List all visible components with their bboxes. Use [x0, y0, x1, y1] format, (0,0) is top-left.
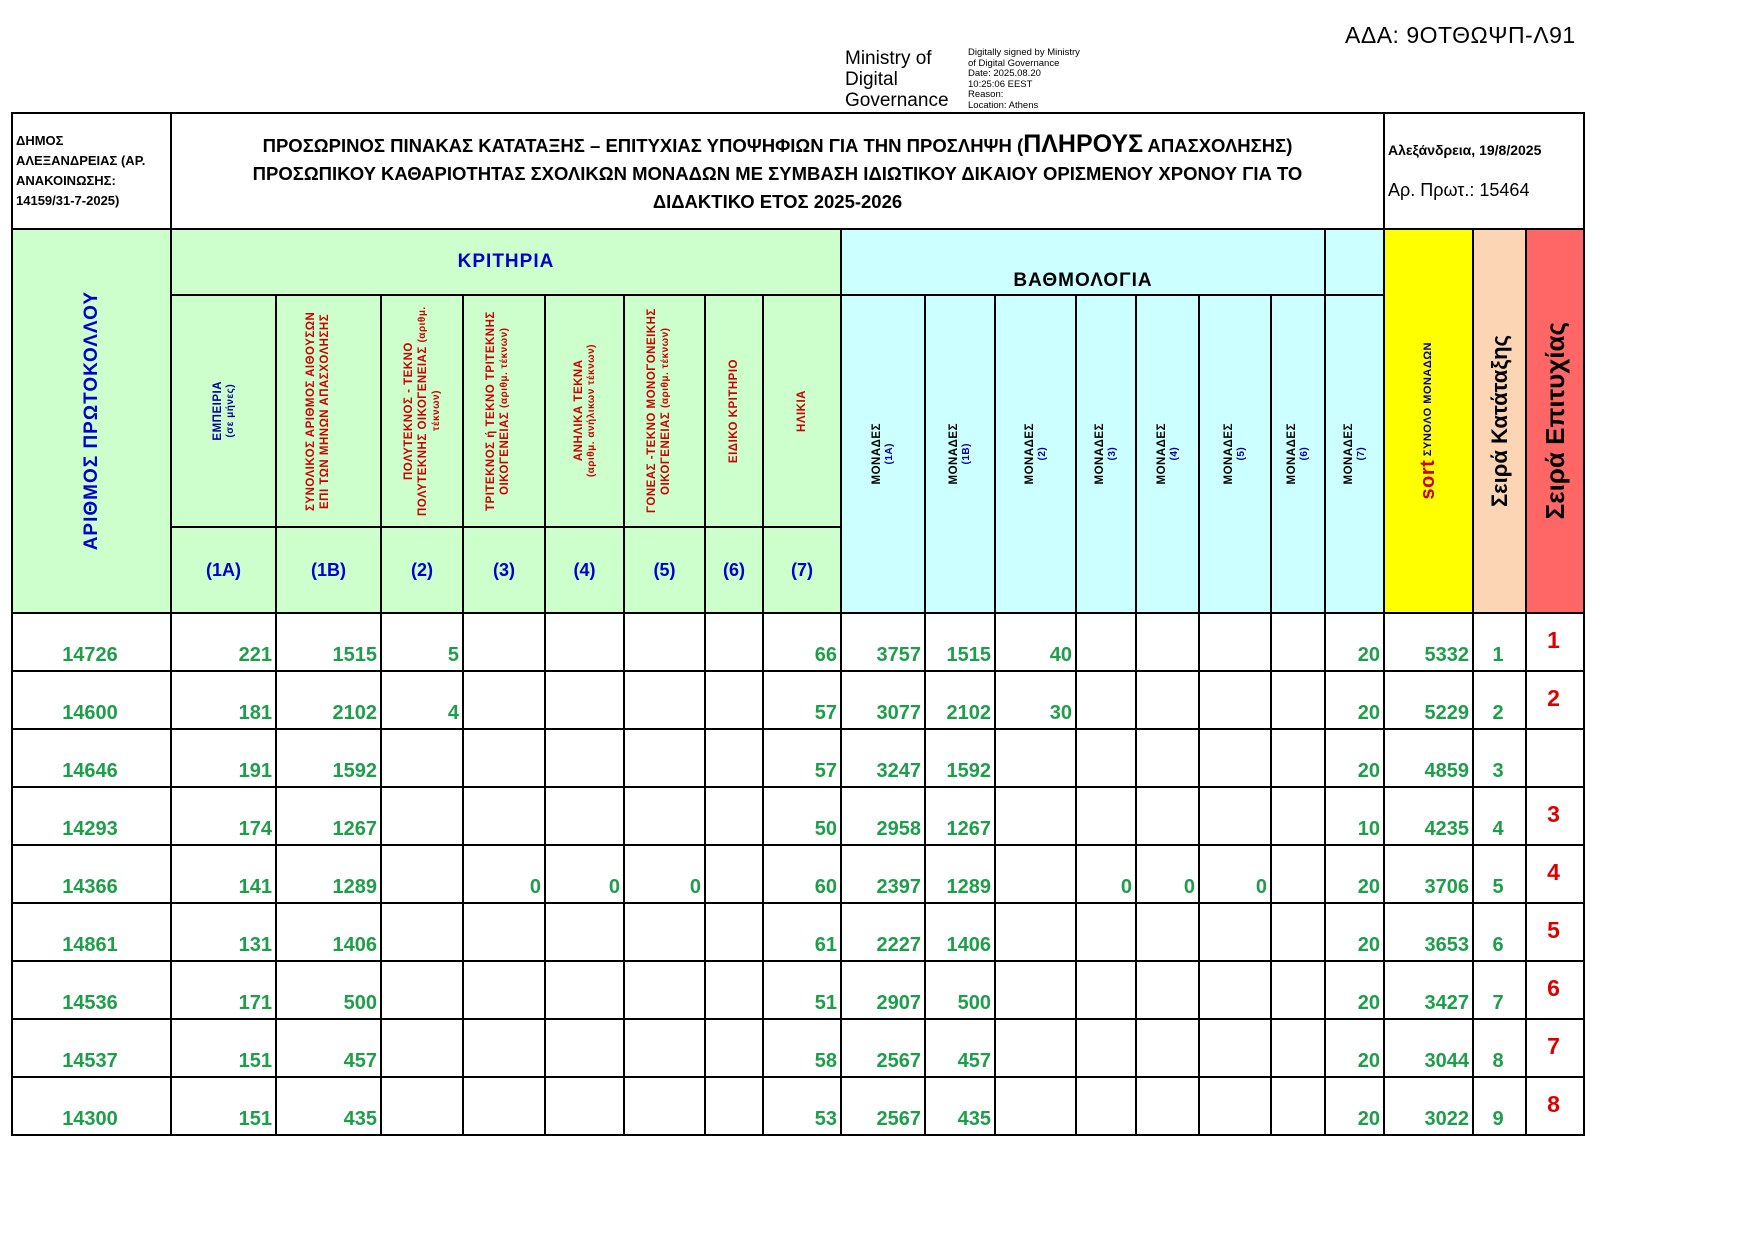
header-points-7 [1325, 295, 1384, 613]
points-1a-cell: 2958 [841, 787, 925, 845]
points-3-cell [1076, 903, 1136, 961]
header-points-1a [841, 295, 925, 613]
criterion-sub: (αριθμ. ανήλικων τέκνων) [585, 344, 597, 478]
rank-cell: 8 [1473, 1019, 1526, 1077]
ada-code: ΑΔΑ: 9ΟΤΘΩΨΠ-Λ91 [1345, 22, 1576, 48]
protocol-cell: 14366 [12, 845, 171, 903]
criterion-label: ΣΥΝΟΛΙΚΟΣ ΑΡΙΘΜΟΣ ΑΙΘΟΥΣΩΝ ΕΠΙ ΤΩΝ ΜΗΝΩΝ ΑΠΑΣΧΟΛΗΣΗΣ [304, 311, 331, 511]
minor-children-cell [545, 787, 624, 845]
points-1b-cell: 1267 [925, 787, 995, 845]
special-cell [705, 1019, 763, 1077]
criterion-sub: (σε μήνες) [224, 384, 236, 438]
age-cell: 66 [763, 613, 841, 671]
success-cell: 5 [1526, 903, 1584, 961]
experience-cell: 171 [171, 961, 276, 1019]
criterion-label: ΑΝΗΛΙΚΑ ΤΕΚΝΑ [572, 360, 585, 462]
age-cell: 61 [763, 903, 841, 961]
signature-info-line: 10:25:06 EEST [968, 78, 1033, 90]
header-points-5 [1199, 295, 1271, 613]
experience-cell: 174 [171, 787, 276, 845]
points-2-cell [995, 1077, 1076, 1135]
points-1a-cell: 3247 [841, 729, 925, 787]
age-cell: 57 [763, 729, 841, 787]
protocol-cell: 14646 [12, 729, 171, 787]
points-4-cell [1136, 903, 1199, 961]
rank-cell: 6 [1473, 903, 1526, 961]
points-4-cell [1136, 613, 1199, 671]
protocol-cell: 14536 [12, 961, 171, 1019]
age-cell: 57 [763, 671, 841, 729]
points-1a-cell: 2907 [841, 961, 925, 1019]
total-cell: 3022 [1384, 1077, 1473, 1135]
score-group-extra [1325, 229, 1384, 295]
single-parent-cell [624, 787, 705, 845]
rank-label: Σειρά Κατάταξης [1486, 334, 1512, 508]
three-children-cell [463, 729, 545, 787]
three-children-cell [463, 613, 545, 671]
points-3-cell [1076, 1019, 1136, 1077]
three-children-cell: 0 [463, 845, 545, 903]
success-cell: 1 [1526, 613, 1584, 671]
municipality-line: ΔΗΜΟΣ [16, 133, 64, 148]
experience-cell: 151 [171, 1019, 276, 1077]
score-sub: (4) [1168, 447, 1180, 461]
score-label: ΜΟΝΑΔΕΣ [1023, 423, 1036, 485]
rooms-cell: 1515 [276, 613, 381, 671]
column-header-row [12, 295, 1584, 527]
score-label: ΜΟΝΑΔΕΣ [871, 423, 883, 485]
score-label: ΜΟΝΑΔΕΣ [1223, 423, 1235, 485]
single-parent-cell: 0 [624, 845, 705, 903]
rank-cell: 1 [1473, 613, 1526, 671]
points-5-cell [1199, 787, 1271, 845]
minor-children-cell [545, 1019, 624, 1077]
points-2-cell [995, 845, 1076, 903]
age-cell: 51 [763, 961, 841, 1019]
total-cell: 3706 [1384, 845, 1473, 903]
minor-children-cell [545, 1077, 624, 1135]
single-parent-cell [624, 903, 705, 961]
rank-cell: 4 [1473, 787, 1526, 845]
rooms-cell: 500 [276, 961, 381, 1019]
large-family-cell [381, 961, 463, 1019]
rank-header [1473, 229, 1526, 613]
single-parent-cell [624, 961, 705, 1019]
three-children-cell [463, 903, 545, 961]
special-cell [705, 1077, 763, 1135]
experience-cell: 151 [171, 1077, 276, 1135]
signature-org-line: Digital [845, 69, 898, 90]
points-6-cell [1271, 1077, 1325, 1135]
points-7-cell: 20 [1325, 1019, 1384, 1077]
document-title [171, 113, 1384, 229]
protocol-cell: 14726 [12, 613, 171, 671]
special-cell [705, 729, 763, 787]
points-1b-cell: 500 [925, 961, 995, 1019]
header-three-children [463, 295, 545, 527]
code-4: (4) [545, 527, 624, 613]
minor-children-cell [545, 613, 624, 671]
score-sub: (6) [1299, 447, 1310, 461]
points-1b-cell: 2102 [925, 671, 995, 729]
age-cell: 53 [763, 1077, 841, 1135]
title-line3: ΔΙΔΑΚΤΙΚΟ ΕΤΟΣ 2025-2026 [652, 191, 903, 212]
points-4-cell [1136, 961, 1199, 1019]
points-6-cell [1271, 671, 1325, 729]
points-3-cell [1076, 613, 1136, 671]
signature-info-line: Digitally signed by Ministry [968, 47, 1080, 58]
header-minor-children [545, 295, 624, 527]
points-5-cell [1199, 1019, 1271, 1077]
points-3-cell [1076, 961, 1136, 1019]
table-row [12, 961, 1584, 1019]
points-1b-cell: 1515 [925, 613, 995, 671]
criterion-sub: (αριθμ. τέκνων) [417, 306, 442, 432]
points-5-cell [1199, 613, 1271, 671]
large-family-cell: 4 [381, 671, 463, 729]
points-2-cell [995, 1019, 1076, 1077]
points-5-cell [1199, 671, 1271, 729]
group-header-row [12, 229, 1584, 295]
points-4-cell [1136, 729, 1199, 787]
points-1b-cell: 457 [925, 1019, 995, 1077]
points-7-cell: 10 [1325, 787, 1384, 845]
score-label: ΜΟΝΑΔΕΣ [1286, 423, 1298, 485]
rooms-cell: 1592 [276, 729, 381, 787]
table-row [12, 845, 1584, 903]
criterion-label: ΗΛΙΚΙΑ [796, 390, 808, 432]
table-row [12, 787, 1584, 845]
rank-cell: 2 [1473, 671, 1526, 729]
success-cell: 2 [1526, 671, 1584, 729]
special-cell [705, 787, 763, 845]
code-2: (2) [381, 527, 463, 613]
score-sub: (2) [1036, 447, 1048, 461]
age-cell: 60 [763, 845, 841, 903]
signature-info-line: Location: Athens [968, 99, 1039, 111]
points-2-cell [995, 903, 1076, 961]
protocol-number-header [12, 229, 171, 613]
rank-cell: 7 [1473, 961, 1526, 1019]
three-children-cell [463, 1077, 545, 1135]
header-points-2 [995, 295, 1076, 613]
single-parent-cell [624, 671, 705, 729]
points-5-cell [1199, 1077, 1271, 1135]
table-row [12, 613, 1584, 671]
score-sub: (1Β) [961, 443, 972, 465]
points-5-cell [1199, 903, 1271, 961]
large-family-cell [381, 729, 463, 787]
success-cell: 6 [1526, 961, 1584, 1019]
success-header [1526, 229, 1584, 613]
title-line1-post: ΑΠΑΣΧΟΛΗΣΗΣ) [1143, 135, 1293, 156]
points-1b-cell: 1406 [925, 903, 995, 961]
protocol-cell: 14293 [12, 787, 171, 845]
table-row [12, 671, 1584, 729]
score-group-header: ΒΑΘΜΟΛΟΓΙΑ [841, 229, 1325, 295]
rooms-cell: 2102 [276, 671, 381, 729]
points-4-cell: 0 [1136, 845, 1199, 903]
points-7-cell: 20 [1325, 729, 1384, 787]
table-row [12, 729, 1584, 787]
signature-info-line: Reason: [968, 89, 1004, 100]
title-line2: ΠΡΟΣΩΠΙΚΟΥ ΚΑΘΑΡΙΟΤΗΤΑΣ ΣΧΟΛΙΚΩΝ ΜΟΝΑΔΩΝ ΜΕ ΣΥΜΒΑΣΗ ΙΔΙΩΤΙΚΟΥ ΔΙΚΑΙΟΥ ΟΡΙΣΜΕΝΟΥ ΧΡΟΝΟΥ ΓΙΑ ΤΟ [252, 163, 1303, 184]
single-parent-cell [624, 1019, 705, 1077]
points-3-cell [1076, 671, 1136, 729]
points-6-cell [1271, 845, 1325, 903]
points-1a-cell: 2227 [841, 903, 925, 961]
criterion-sub: (αριθμ. τέκνων) [659, 327, 671, 408]
points-1a-cell: 2397 [841, 845, 925, 903]
single-parent-cell [624, 729, 705, 787]
points-4-cell [1136, 671, 1199, 729]
points-7-cell: 20 [1325, 1077, 1384, 1135]
points-3-cell [1076, 1077, 1136, 1135]
header-experience [171, 295, 276, 527]
header-rooms-months [276, 295, 381, 527]
rank-cell: 9 [1473, 1077, 1526, 1135]
special-cell [705, 845, 763, 903]
signature-org-line: Ministry of [845, 48, 932, 69]
sort-label: sort [1417, 459, 1439, 500]
points-5-cell [1199, 961, 1271, 1019]
table-row [12, 903, 1584, 961]
criteria-group-header: ΚΡΙΤΗΡΙΑ [171, 229, 841, 295]
score-sub: (5) [1236, 447, 1247, 461]
total-score-label: ΣΥΝΟΛΟ ΜΟΝΑΔΩΝ [1422, 342, 1434, 457]
signature-organization [845, 48, 949, 111]
signature-org-line: Governance [845, 90, 949, 111]
total-cell: 3044 [1384, 1019, 1473, 1077]
code-6: (6) [705, 527, 763, 613]
points-1a-cell: 2567 [841, 1019, 925, 1077]
experience-cell: 191 [171, 729, 276, 787]
success-cell: 3 [1526, 787, 1584, 845]
points-6-cell [1271, 729, 1325, 787]
points-1a-cell: 3077 [841, 671, 925, 729]
points-3-cell [1076, 787, 1136, 845]
municipality-line: ΑΛΕΞΑΝΔΡΕΙΑΣ (ΑΡ. [16, 153, 146, 168]
points-6-cell [1271, 613, 1325, 671]
success-cell: 8 [1526, 1077, 1584, 1135]
score-sub: (7) [1355, 447, 1367, 461]
total-cell: 3427 [1384, 961, 1473, 1019]
protocol-cell: 14300 [12, 1077, 171, 1135]
criterion-label: ΕΜΠΕΙΡΙΑ [211, 381, 224, 441]
code-1a: (1Α) [171, 527, 276, 613]
points-2-cell [995, 787, 1076, 845]
points-7-cell: 20 [1325, 671, 1384, 729]
header-age [763, 295, 841, 527]
points-1a-cell: 3757 [841, 613, 925, 671]
header-row [12, 113, 1584, 229]
special-cell [705, 671, 763, 729]
large-family-cell [381, 845, 463, 903]
points-4-cell [1136, 1019, 1199, 1077]
total-cell: 3653 [1384, 903, 1473, 961]
points-7-cell: 20 [1325, 845, 1384, 903]
age-cell: 50 [763, 787, 841, 845]
total-cell: 4859 [1384, 729, 1473, 787]
score-label: ΜΟΝΑΔΕΣ [948, 423, 960, 485]
criterion-label: ΓΟΝΕΑΣ -ΤΕΚΝΟ ΜΟΝΟΓΟΝΕΙΚΗΣ ΟΙΚΟΓΕΝΕΙΑΣ [645, 308, 672, 514]
rank-cell: 3 [1473, 729, 1526, 787]
code-7: (7) [763, 527, 841, 613]
single-parent-cell [624, 613, 705, 671]
candidate-rows [12, 613, 1584, 1135]
table-row [12, 1077, 1584, 1135]
experience-cell: 131 [171, 903, 276, 961]
code-3: (3) [463, 527, 545, 613]
code-1b: (1Β) [276, 527, 381, 613]
single-parent-cell [624, 1077, 705, 1135]
points-2-cell [995, 729, 1076, 787]
points-6-cell [1271, 1019, 1325, 1077]
points-6-cell [1271, 961, 1325, 1019]
rooms-cell: 1267 [276, 787, 381, 845]
points-1a-cell: 2567 [841, 1077, 925, 1135]
criterion-label: ΤΡΙΤΕΚΝΟΣ ή ΤΕΚΝΟ ΤΡΙΤΕΚΝΗΣ ΟΙΚΟΓΕΝΕΙΑΣ [485, 311, 511, 511]
score-sub: (3) [1107, 447, 1118, 461]
signature-info-line: of Digital Governance [968, 57, 1060, 69]
title-line1-big: ΠΛΗΡΟΥΣ [1023, 130, 1144, 158]
municipality-line: 14159/31-7-2025) [16, 193, 120, 208]
protocol-cell: 14861 [12, 903, 171, 961]
points-7-cell: 20 [1325, 613, 1384, 671]
points-3-cell [1076, 729, 1136, 787]
score-label: ΜΟΝΑΔΕΣ [1094, 423, 1106, 485]
points-2-cell [995, 961, 1076, 1019]
minor-children-cell [545, 903, 624, 961]
protocol-cell: 14537 [12, 1019, 171, 1077]
total-score-header [1384, 229, 1473, 613]
criterion-label: ΕΙΔΙΚΟ ΚΡΙΤΗΡΙΟ [728, 358, 740, 464]
total-cell: 4235 [1384, 787, 1473, 845]
minor-children-cell [545, 729, 624, 787]
date-protocol-box [1384, 113, 1584, 229]
points-4-cell [1136, 787, 1199, 845]
score-label: ΜΟΝΑΔΕΣ [1155, 423, 1168, 485]
points-2-cell: 40 [995, 613, 1076, 671]
experience-cell: 141 [171, 845, 276, 903]
special-cell [705, 613, 763, 671]
points-7-cell: 20 [1325, 903, 1384, 961]
title-line1-pre: ΠΡΟΣΩΡΙΝΟΣ ΠΙΝΑΚΑΣ ΚΑΤΑΤΑΞΗΣ – ΕΠΙΤΥΧΙΑΣ ΥΠΟΨΗΦΙΩΝ ΓΙΑ ΤΗΝ ΠΡΟΣΛΗΨΗ ( [262, 135, 1024, 156]
header-points-4 [1136, 295, 1199, 613]
municipality-line: ΑΝΑΚΟΙΝΩΣΗΣ: [16, 173, 116, 188]
age-cell: 58 [763, 1019, 841, 1077]
large-family-cell [381, 1077, 463, 1135]
points-5-cell [1199, 729, 1271, 787]
criterion-label: ΠΟΛΥΤΕΚΝΟΣ - ΤΕΚΝΟ ΠΟΛΥΤΕΚΝΗΣ ΟΙΚΟΓΕΝΕΙΑΣ [403, 342, 429, 516]
header-points-3 [1076, 295, 1136, 613]
rooms-cell: 1406 [276, 903, 381, 961]
points-2-cell: 30 [995, 671, 1076, 729]
score-label: ΜΟΝΑΔΕΣ [1342, 423, 1355, 485]
criterion-sub: (αριθμ. τέκνων) [499, 327, 510, 408]
header-single-parent [624, 295, 705, 527]
rank-cell: 5 [1473, 845, 1526, 903]
signature-details [968, 48, 1080, 111]
points-1b-cell: 1289 [925, 845, 995, 903]
three-children-cell [463, 1019, 545, 1077]
rooms-cell: 457 [276, 1019, 381, 1077]
header-large-family [381, 295, 463, 527]
points-5-cell: 0 [1199, 845, 1271, 903]
special-cell [705, 961, 763, 1019]
points-6-cell [1271, 903, 1325, 961]
minor-children-cell [545, 671, 624, 729]
success-cell: 4 [1526, 845, 1584, 903]
protocol-number-label: ΑΡΙΘΜΟΣ ΠΡΩΤΟΚΟΛΛΟΥ [80, 291, 102, 551]
large-family-cell [381, 903, 463, 961]
points-6-cell [1271, 787, 1325, 845]
header-special-criterion [705, 295, 763, 527]
points-3-cell: 0 [1076, 845, 1136, 903]
three-children-cell [463, 961, 545, 1019]
rooms-cell: 435 [276, 1077, 381, 1135]
document-date: Αλεξάνδρεια, 19/8/2025 [1388, 141, 1542, 158]
experience-cell: 221 [171, 613, 276, 671]
municipality-info [12, 113, 171, 229]
ranking-table [11, 112, 1585, 1136]
large-family-cell [381, 1019, 463, 1077]
three-children-cell [463, 671, 545, 729]
three-children-cell [463, 787, 545, 845]
points-1b-cell: 1592 [925, 729, 995, 787]
large-family-cell [381, 787, 463, 845]
special-cell [705, 903, 763, 961]
header-points-1b [925, 295, 995, 613]
header-points-6 [1271, 295, 1325, 613]
rooms-cell: 1289 [276, 845, 381, 903]
large-family-cell: 5 [381, 613, 463, 671]
total-cell: 5229 [1384, 671, 1473, 729]
code-5: (5) [624, 527, 705, 613]
total-cell: 5332 [1384, 613, 1473, 671]
protocol-cell: 14600 [12, 671, 171, 729]
document-protocol: Αρ. Πρωτ.: 15464 [1388, 179, 1530, 200]
points-7-cell: 20 [1325, 961, 1384, 1019]
minor-children-cell [545, 961, 624, 1019]
points-1b-cell: 435 [925, 1077, 995, 1135]
points-4-cell [1136, 1077, 1199, 1135]
success-cell [1526, 729, 1584, 787]
minor-children-cell: 0 [545, 845, 624, 903]
signature-info-line: Date: 2025.08.20 [968, 68, 1041, 79]
success-cell: 7 [1526, 1019, 1584, 1077]
success-label: Σειρά Επιτυχίας [1539, 322, 1570, 520]
table-row [12, 1019, 1584, 1077]
experience-cell: 181 [171, 671, 276, 729]
score-sub: (1Α) [884, 443, 895, 465]
